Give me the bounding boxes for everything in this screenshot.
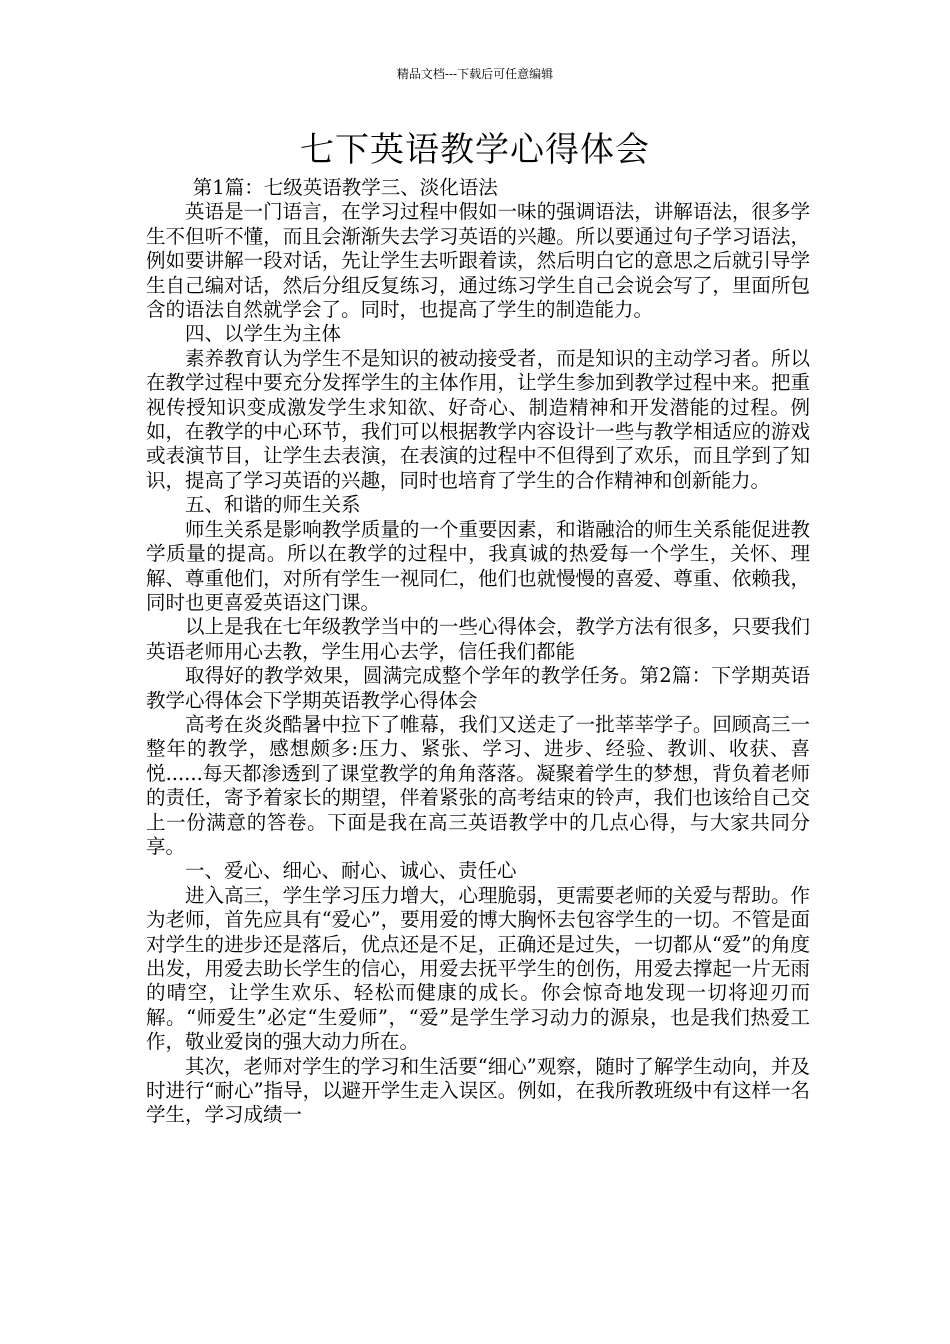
paragraph: 高考在炎炎酷暑中拉下了帷幕，我们又送走了一批莘莘学子。回顾高三一整年的教学，感想颇多:压力、紧张、学习、进步、经验、教训、收获、喜悦......每天都渗透到了课堂教学的角角落落。凝聚着学生的梦想，背负着老师的责任，寄予着家长的期望，伴着紧张的高考结束的铃声，我们也该给自己交上一份满意的答卷。下面是我在高三英语教学中的几点心得，与大家共同分享。 (146, 712, 810, 858)
paragraph: 以上是我在七年级教学当中的一些心得体会，教学方法有很多，只要我们英语老师用心去教，学生用心去学，信任我们都能 (146, 615, 810, 663)
paragraph: 素养教育认为学生不是知识的被动接受者，而是知识的主动学习者。所以在教学过程中要充分发挥学生的主体作用，让学生参加到教学过程中来。把重视传授知识变成激发学生求知欲、好奇心、制造精神和开发潜能的过程。例如，在教学的中心环节，我们可以根据教学内容设计一些与教学相适应的游戏或表演节目，让学生去表演，在表演的过程中不但得到了欢乐，而且学到了知识，提高了学习英语的兴趣，同时也培育了学生的合作精神和创新能力。 (146, 346, 810, 492)
paragraph: 进入高三，学生学习压力增大，心理脆弱，更需要老师的关爱与帮助。作为老师，首先应具有“爱心”，要用爱的博大胸怀去包容学生的一切。不管是面对学生的进步还是落后，优点还是不足，正确还是过失，一切都从“爱”的角度出发，用爱去助长学生的信心，用爱去抚平学生的创伤，用爱去撑起一片无雨的晴空，让学生欢乐、轻松而健康的成长。你会惊奇地发现一切将迎刃而解。“师爱生”必定“生爱师”，“爱”是学生学习动力的源泉，也是我们热爱工作，敬业爱岗的强大动力所在。 (146, 883, 810, 1054)
paragraph: 其次，老师对学生的学习和生活要“细心”观察，随时了解学生动向，并及时进行“耐心”指导，以避开学生走入误区。例如，在我所教班级中有这样一名学生，学习成绩一 (146, 1054, 810, 1127)
section-heading: 第1篇：七级英语教学三、淡化语法 (192, 176, 498, 199)
section-heading: 五、和谐的师生关系 (185, 493, 361, 517)
paragraph: 师生关系是影响教学质量的一个重要因素，和谐融洽的师生关系能促进教学质量的提高。所以在教学的过程中，我真诚的热爱每一个学生，关怀、理解、尊重他们，对所有学生一视同仁，他们也就慢慢的喜爱、尊重、依赖我，同时也更喜爱英语这门课。 (146, 517, 810, 614)
paragraph: 取得好的教学效果，圆满完成整个学年的教学任务。第2篇：下学期英语教学心得体会下学期英语教学心得体会 (146, 664, 810, 712)
page-header: 精品文档---下载后可任意编辑 (396, 67, 554, 81)
document-body (146, 176, 810, 1128)
paragraph: 英语是一门语言，在学习过程中假如一味的强调语法，讲解语法，很多学生不但听不懂，而且会渐渐失去学习英语的兴趣。所以要通过句子学习语法，例如要讲解一段对话，先让学生去听跟着读，然后明白它的意思之后就引导学生自己编对话，然后分组反复练习，通过练习学生自己会说会写了，里面所包含的语法自然就学会了。同时，也提高了学生的制造能力。 (146, 200, 810, 322)
section-heading: 一、爱心、细心、耐心、诚心、责任心 (185, 859, 517, 883)
document-title: 七下英语教学心得体会 (300, 130, 650, 170)
section-heading: 四、以学生为主体 (185, 322, 342, 346)
